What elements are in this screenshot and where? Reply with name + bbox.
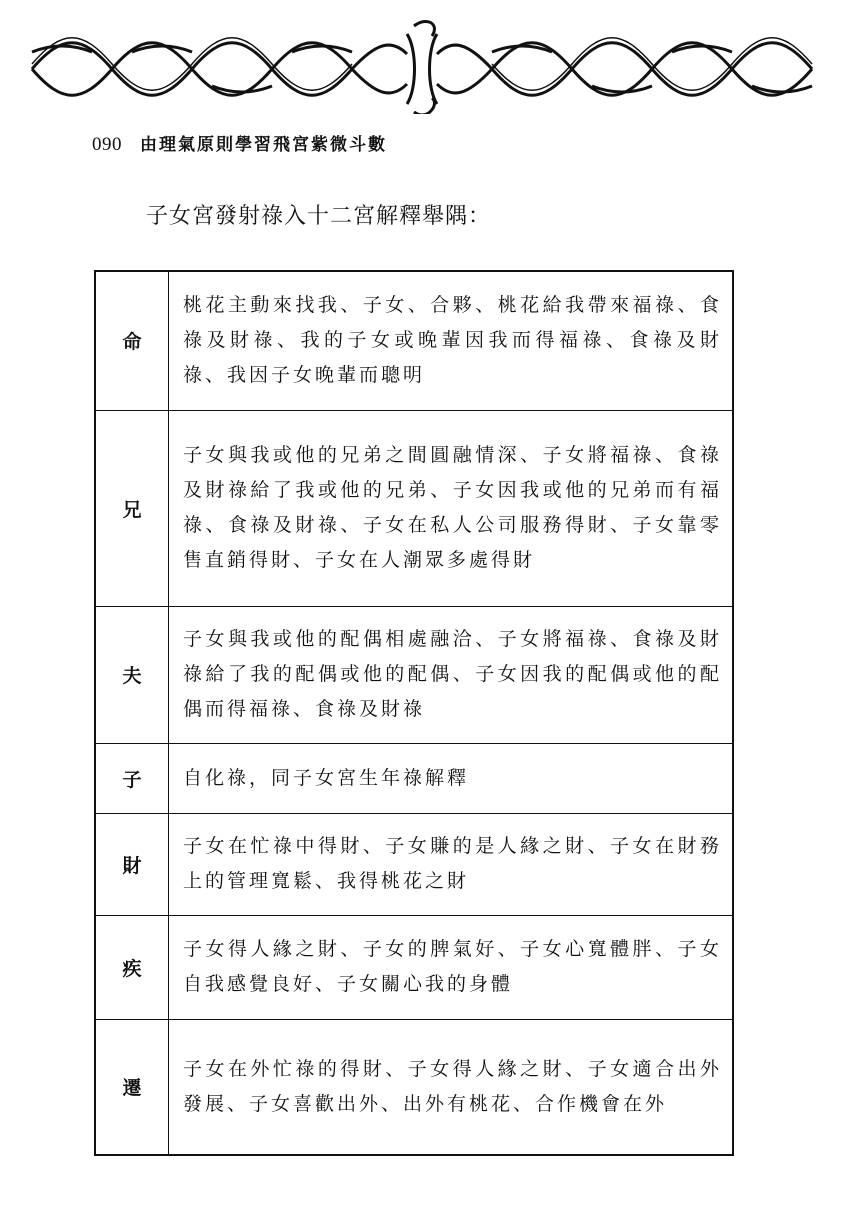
table-row [95, 271, 733, 410]
palace-name-cell: 遷 [95, 1019, 169, 1155]
interpretation-cell: 子女在忙祿中得財、子女賺的是人緣之財、子女在財務上的管理寬鬆、我得桃花之財 [169, 813, 734, 915]
palace-name-cell: 疾 [95, 915, 169, 1019]
table-row [95, 915, 733, 1019]
table-row [95, 813, 733, 915]
table-row [95, 606, 733, 743]
table-row [95, 1019, 733, 1155]
decorative-knot-banner [22, 14, 822, 114]
section-heading: 子女宮發射祿入十二宮解釋舉隅： [146, 204, 492, 229]
interpretation-cell: 子女得人緣之財、子女的脾氣好、子女心寬體胖、子女自我感覺良好、子女關心我的身體 [169, 915, 734, 1019]
palace-interpretation-table [94, 270, 734, 1156]
interpretation-cell: 桃花主動來找我、子女、合夥、桃花給我帶來福祿、食祿及財祿、我的子女或晚輩因我而得福祿、食祿及財祿、我因子女晚輩而聰明 [169, 271, 734, 410]
palace-name-cell: 子 [95, 743, 169, 813]
interpretation-cell: 子女在外忙祿的得財、子女得人緣之財、子女適合出外發展、子女喜歡出外、出外有桃花、合作機會在外 [169, 1019, 734, 1155]
table-row [95, 410, 733, 606]
palace-name-cell: 兄 [95, 410, 169, 606]
palace-name-cell: 財 [95, 813, 169, 915]
interpretation-cell: 子女與我或他的配偶相處融洽、子女將福祿、食祿及財祿給了我的配偶或他的配偶、子女因我的配偶或他的配偶而得福祿、食祿及財祿 [169, 606, 734, 743]
palace-name-cell: 夫 [95, 606, 169, 743]
page-number: 090 [92, 134, 122, 155]
interpretation-cell: 子女與我或他的兄弟之間圓融情深、子女將福祿、食祿及財祿給了我或他的兄弟、子女因我或他的兄弟而有福祿、食祿及財祿、子女在私人公司服務得財、子女靠零售直銷得財、子女在人潮眾多處得財 [169, 410, 734, 606]
palace-name-cell: 命 [95, 271, 169, 410]
running-header [92, 130, 387, 160]
interpretation-cell: 自化祿，同子女宮生年祿解釋 [169, 743, 734, 813]
table-row [95, 743, 733, 813]
book-title: 由理氣原則學習飛宮紫微斗數 [140, 135, 387, 155]
